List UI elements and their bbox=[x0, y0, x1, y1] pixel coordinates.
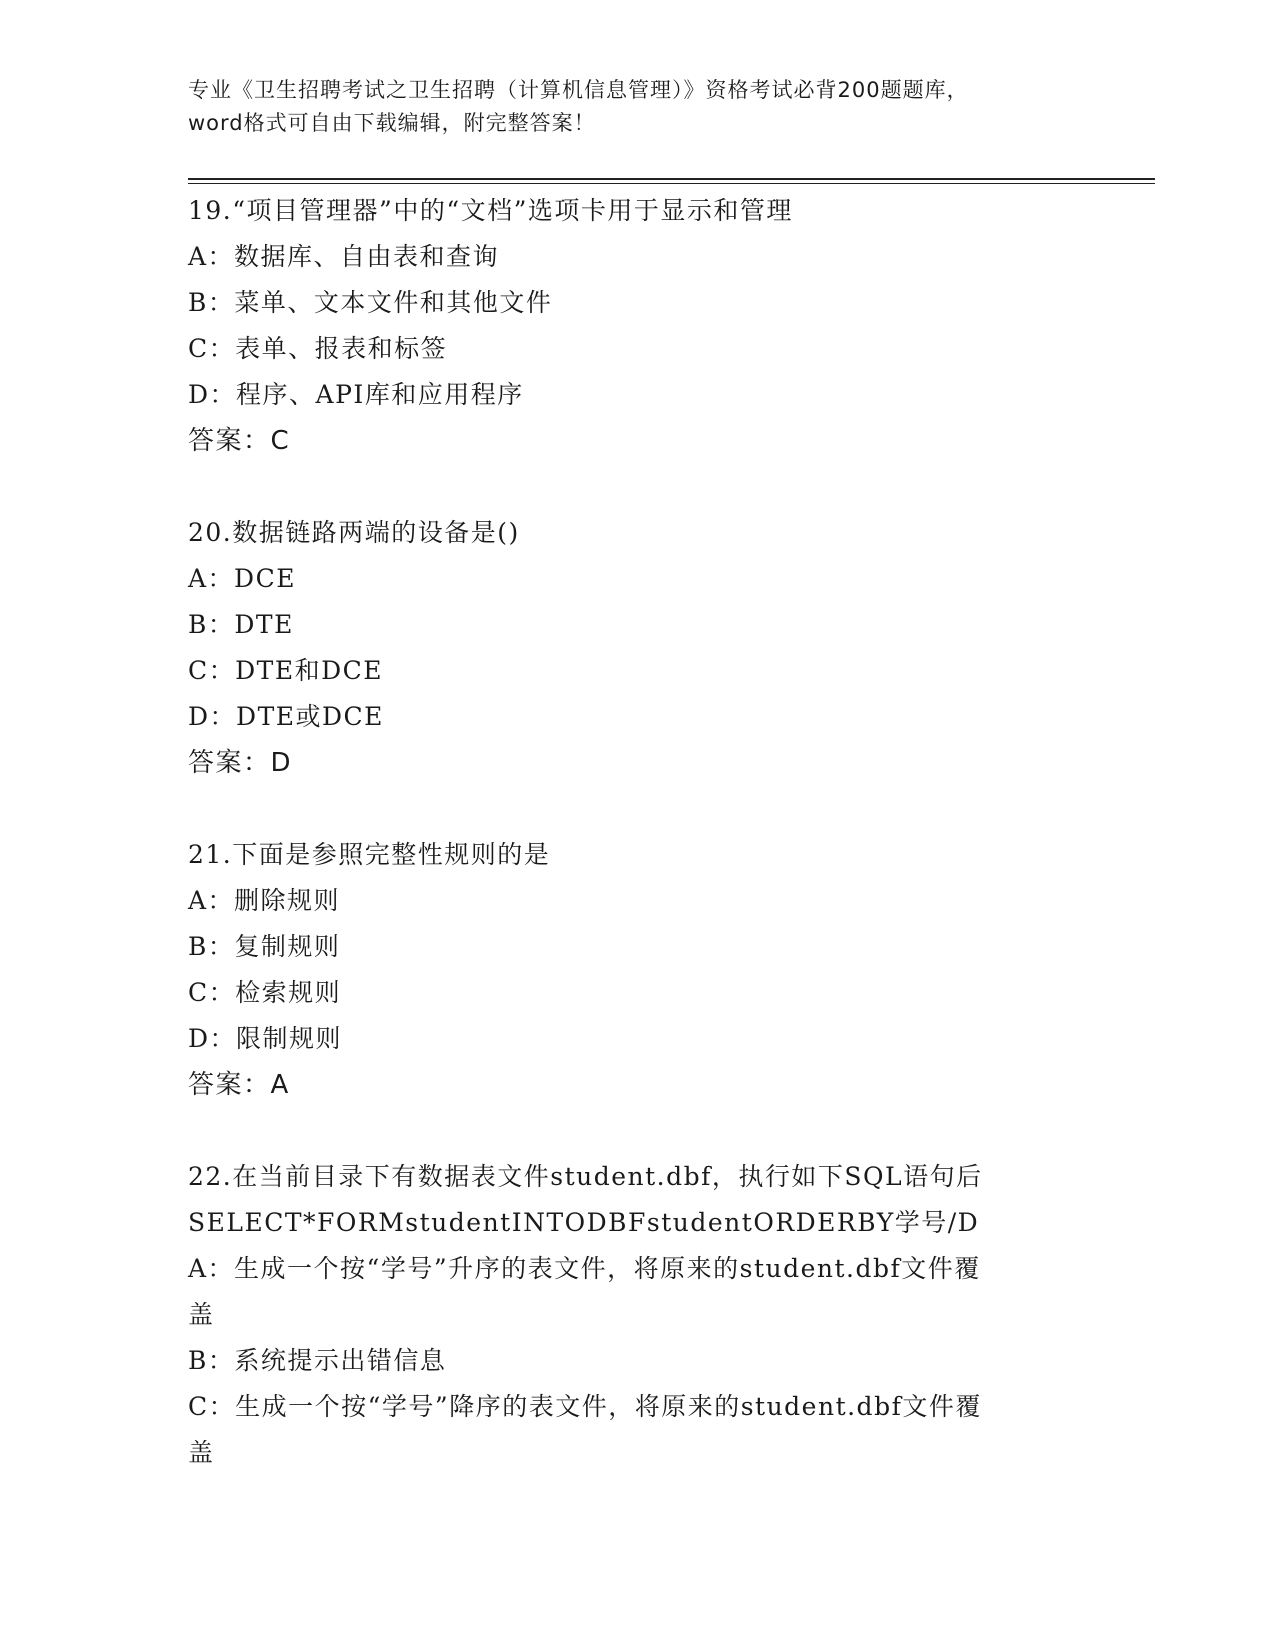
header-line-2: word格式可自由下载编辑，附完整答案！ bbox=[188, 111, 596, 135]
option-b: B：DTE bbox=[188, 610, 294, 639]
question-21 bbox=[188, 832, 1088, 1108]
answer-line: 答案：A bbox=[188, 1070, 290, 1100]
question-22 bbox=[188, 1154, 1088, 1476]
option-a-line-2: 盖 bbox=[188, 1300, 215, 1329]
question-stem: 21.下面是参照完整性规则的是 bbox=[188, 840, 551, 869]
answer-line: 答案：D bbox=[188, 748, 293, 778]
option-a-line-1: A：生成一个按“学号”升序的表文件，将原来的student.dbf文件覆 bbox=[188, 1254, 981, 1283]
document-header bbox=[188, 74, 1088, 140]
option-c: C：表单、报表和标签 bbox=[188, 334, 448, 363]
question-list bbox=[188, 188, 1088, 1476]
option-c: C：DTE和DCE bbox=[188, 656, 384, 685]
question-stem-line-2: SELECT*FORMstudentINTODBFstudentORDERBY学号/D bbox=[188, 1208, 980, 1237]
option-b: B：系统提示出错信息 bbox=[188, 1346, 447, 1375]
answer-line: 答案：C bbox=[188, 426, 291, 456]
spacer bbox=[188, 1108, 1088, 1154]
question-19 bbox=[188, 188, 1088, 464]
header-line-1: 专业《卫生招聘考试之卫生招聘（计算机信息管理）》资格考试必背200题题库， bbox=[188, 78, 969, 102]
option-d: D：程序、API库和应用程序 bbox=[188, 380, 524, 409]
question-stem-line-1: 22.在当前目录下有数据表文件student.dbf，执行如下SQL语句后 bbox=[188, 1162, 983, 1191]
option-c-line-1: C：生成一个按“学号”降序的表文件，将原来的student.dbf文件覆 bbox=[188, 1392, 982, 1421]
spacer bbox=[188, 464, 1088, 510]
option-d: D：限制规则 bbox=[188, 1024, 343, 1053]
option-c: C：检索规则 bbox=[188, 978, 342, 1007]
option-b: B：复制规则 bbox=[188, 932, 341, 961]
option-d: D：DTE或DCE bbox=[188, 702, 384, 731]
question-20 bbox=[188, 510, 1088, 786]
question-stem: 20.数据链路两端的设备是() bbox=[188, 518, 520, 547]
header-divider-thick bbox=[188, 178, 1155, 180]
spacer bbox=[188, 786, 1088, 832]
option-a: A：DCE bbox=[188, 564, 296, 593]
option-b: B：菜单、文本文件和其他文件 bbox=[188, 288, 553, 317]
question-stem: 19.“项目管理器”中的“文档”选项卡用于显示和管理 bbox=[188, 196, 793, 225]
header-divider-thin bbox=[188, 183, 1155, 184]
option-c-line-2: 盖 bbox=[188, 1438, 215, 1467]
option-a: A：删除规则 bbox=[188, 886, 341, 915]
option-a: A：数据库、自由表和查询 bbox=[188, 242, 500, 271]
